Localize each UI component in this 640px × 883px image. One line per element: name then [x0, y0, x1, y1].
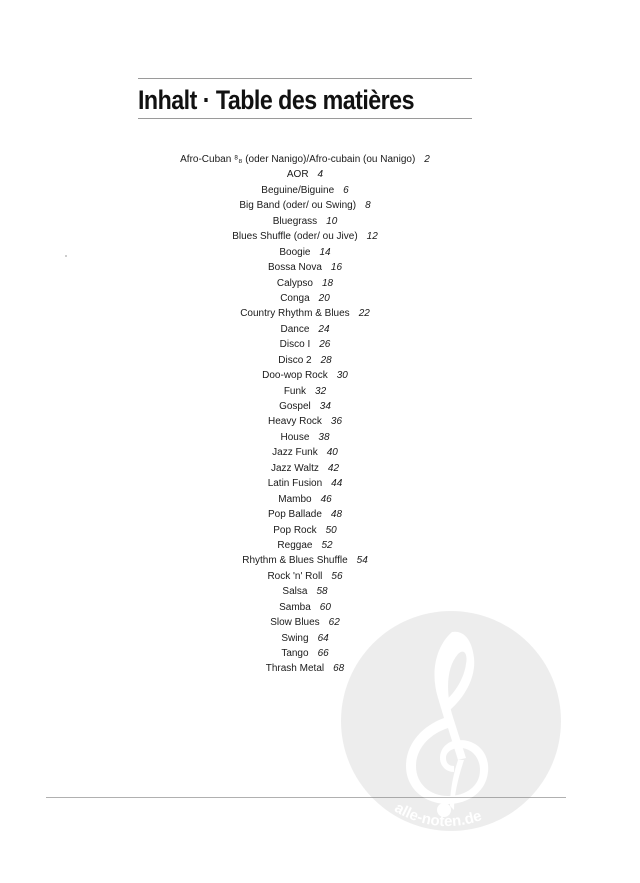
toc-entry — [0, 167, 610, 182]
toc-entry-title: Disco 2 — [278, 354, 312, 366]
toc-entry-page: 62 — [328, 617, 340, 629]
toc-entry-title: Reggae — [277, 539, 313, 551]
toc-entry-title: Mambo — [278, 493, 312, 505]
toc-entry — [0, 214, 610, 229]
toc-entry — [0, 553, 610, 568]
toc-entry-page: 28 — [320, 354, 332, 366]
toc-entry-title: Disco I — [279, 339, 311, 351]
toc-entry-title: Slow Blues — [270, 617, 320, 629]
toc-entry — [0, 229, 610, 244]
toc-entry — [0, 276, 610, 291]
toc-entry-page: 42 — [327, 462, 340, 474]
toc-entry-page: 46 — [320, 493, 332, 505]
toc-entry-page: 2 — [424, 154, 430, 165]
toc-entry-title: Swing — [281, 632, 309, 644]
toc-entry-title: Doo-wop Rock — [262, 370, 328, 382]
toc-entry-page: 68 — [333, 663, 345, 675]
toc-entry-page: 34 — [319, 401, 331, 412]
toc-entry-page: 58 — [316, 586, 328, 598]
toc-entry-page: 18 — [322, 277, 334, 289]
toc-entry-title: Rock 'n' Roll — [267, 570, 323, 582]
toc-entry — [0, 569, 610, 584]
toc-entry-page: 52 — [321, 539, 333, 551]
toc-entry-title: Pop Ballade — [267, 509, 322, 521]
toc-entry-title: Samba — [279, 601, 311, 613]
toc-entry-page: 32 — [315, 385, 327, 397]
toc-entry-title: Latin Fusion — [267, 478, 323, 490]
toc-entry-title: Blues Shuffle (oder/ ou Jive) — [232, 231, 358, 243]
toc-entry-title: Funk — [283, 385, 307, 397]
toc-entry — [0, 198, 610, 213]
toc-entry-page: 56 — [331, 570, 343, 582]
toc-entry — [0, 306, 610, 321]
toc-entry — [0, 507, 610, 522]
toc-entry-title: Bossa Nova — [267, 262, 322, 274]
toc-entry — [0, 399, 610, 414]
toc-entry-title: Tango — [281, 648, 309, 659]
toc-entry-page: 60 — [319, 601, 331, 613]
toc-entry — [0, 291, 610, 306]
toc-entry — [0, 584, 610, 599]
toc-entry-page: 22 — [358, 308, 370, 320]
toc-entry-page: 10 — [326, 215, 338, 227]
page-title: Inhalt · Table des matières — [138, 85, 414, 115]
scan-speck — [65, 255, 67, 257]
toc-entry-title: Big Band (oder/ ou Swing) — [239, 200, 357, 212]
toc-entry-title: Beguine/Biguine — [261, 184, 335, 196]
toc-entry-title: Salsa — [282, 586, 308, 598]
toc-entry-title: Calypso — [276, 277, 313, 289]
toc-entry — [0, 183, 610, 198]
toc-entry — [0, 322, 610, 337]
toc-entry-page: 66 — [317, 648, 329, 659]
toc-entry-page: 64 — [317, 632, 329, 644]
toc-entry-title: House — [280, 431, 310, 443]
toc-entry — [0, 353, 610, 368]
toc-entry — [0, 523, 610, 538]
toc-entry-title: Afro-Cuban ⁸₈ (oder Nanigo)/Afro-cubain (ou Nanigo) — [180, 154, 416, 165]
toc-entry-title: Jazz Funk — [272, 447, 318, 459]
toc-entry — [0, 461, 610, 476]
toc-entry — [0, 337, 610, 352]
toc-entry-title: Boogie — [279, 246, 311, 258]
toc-entry-title: AOR — [286, 169, 309, 181]
table-of-contents — [0, 152, 610, 677]
toc-entry-page: 16 — [330, 262, 343, 274]
toc-entry-page: 8 — [365, 200, 371, 212]
toc-entry-page: 6 — [343, 184, 349, 196]
toc-entry — [0, 152, 610, 167]
toc-entry-title: Country Rhythm & Blues — [240, 308, 350, 320]
toc-entry-page: 40 — [326, 447, 338, 459]
title-bottom-rule — [138, 118, 472, 119]
toc-entry — [0, 260, 610, 275]
toc-entry-page: 48 — [330, 509, 343, 521]
toc-entry — [0, 445, 610, 460]
toc-entry — [0, 492, 610, 507]
toc-entry — [0, 384, 610, 399]
toc-entry-page: 30 — [336, 370, 348, 382]
toc-entry-page: 14 — [319, 246, 331, 258]
toc-entry — [0, 414, 610, 429]
toc-entry-page: 54 — [356, 555, 368, 567]
toc-entry-title: Rhythm & Blues Shuffle — [242, 555, 348, 567]
toc-entry-title: Jazz Waltz — [270, 462, 319, 474]
toc-entry-page: 44 — [331, 478, 343, 490]
watermark-text: alle-noten.de — [391, 799, 484, 831]
toc-entry-page: 4 — [317, 169, 324, 181]
toc-entry-page: 50 — [325, 524, 337, 536]
toc-entry-title: Thrash Metal — [265, 663, 325, 675]
toc-entry-title: Bluegrass — [272, 215, 318, 227]
title-top-rule — [138, 78, 472, 79]
toc-entry — [0, 245, 610, 260]
toc-entry-title: Conga — [280, 292, 310, 304]
toc-entry-title: Heavy Rock — [267, 416, 322, 428]
toc-entry-title: Gospel — [279, 401, 311, 412]
toc-entry-page: 24 — [318, 323, 330, 335]
toc-entry-page: 38 — [318, 431, 330, 443]
toc-entry — [0, 430, 610, 445]
toc-entry — [0, 476, 610, 491]
toc-entry-page: 20 — [318, 292, 330, 304]
toc-entry-title: Pop Rock — [273, 524, 317, 536]
toc-entry-title: Dance — [280, 323, 310, 335]
toc-entry — [0, 538, 610, 553]
toc-entry-page: 36 — [330, 416, 343, 428]
watermark-logo — [340, 610, 562, 832]
toc-entry-page: 12 — [366, 231, 378, 243]
toc-entry — [0, 368, 610, 383]
toc-entry-page: 26 — [319, 339, 331, 351]
